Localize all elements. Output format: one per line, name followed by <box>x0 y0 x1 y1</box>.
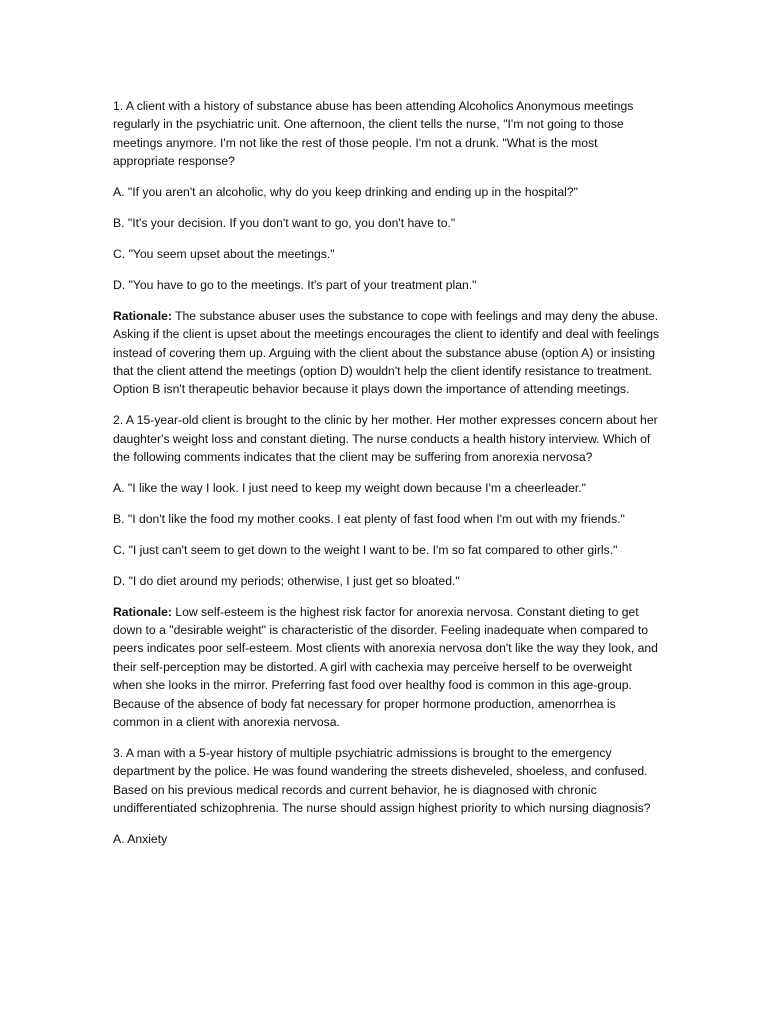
answer-option-a: A. "I like the way I look. I just need to keep my weight down because I'm a cheerleader." <box>113 481 587 495</box>
question-stem: 3. A man with a 5-year history of multiple psychiatric admissions is brought to the emergency department by the police. He was found wandering the streets disheveled, shoeless, and confused. Based on his previous medical records and current behavior, he is diagnosed with chronic undifferentiated schizophrenia. The nurse should assign highest priority to which nursing diagnosis? <box>113 745 651 816</box>
answer-option-d: D. "You have to go to the meetings. It's part of your treatment plan." <box>113 277 477 292</box>
rationale-label: Rationale: <box>113 604 172 619</box>
question-3 <box>113 744 661 849</box>
rationale <box>113 307 661 399</box>
question-2 <box>113 411 661 731</box>
rationale-text: The substance abuser uses the substance to cope with feelings and may deny the abuse. Asking if the client is upset about the meetings encourages the client to identify and deal with feelings instead of covering them up. Arguing with the client about the substance abuse (option A) or insisting that the client attend the meetings (option D) wouldn't help the client identify resistance to treatment. Option B isn't therapeutic behavior because it plays down the importance of attending meetings. <box>113 308 660 397</box>
answer-option-b: B. "It's your decision. If you don't want to go, you don't have to." <box>113 216 456 231</box>
rationale-label: Rationale: <box>113 308 172 323</box>
document-page <box>113 97 661 861</box>
answer-option-a: A. "If you aren't an alcoholic, why do you keep drinking and ending up in the hospital?" <box>113 185 578 200</box>
rationale <box>113 603 661 732</box>
rationale-text: Low self-esteem is the highest risk factor for anorexia nervosa. Constant dieting to get down to a "desirable weight" is characteristic of the disorder. Feeling inadequate when compared to peers indicates poor self-esteem. Most clients with anorexia nervosa don't like the way they look, and their self-perception may be distorted. A girl with cachexia may perceive herself to be overweight when she looks in the mirror. Preferring fast food over healthy food is common in this age-group. Because of the absence of body fat necessary for proper hormone production, amenorrhea is common in a client with anorexia nervosa. <box>113 604 658 730</box>
answer-option-c: C. "I just can't seem to get down to the weight I want to be. I'm so fat compared to other girls." <box>113 542 618 557</box>
answer-option-d: D. "I do diet around my periods; otherwise, I just get so bloated." <box>113 573 460 588</box>
answer-option-a: A. Anxiety <box>113 832 168 847</box>
answer-option-c: C. "You seem upset about the meetings." <box>113 246 335 261</box>
answer-option-b: B. "I don't like the food my mother cooks. I eat plenty of fast food when I'm out with my friends." <box>113 511 625 526</box>
question-stem: 2. A 15-year-old client is brought to the clinic by her mother. Her mother expresses concern about her daughter's weight loss and constant dieting. The nurse conducts a health history interview. Which of the following comments indicates that the client may be suffering from anorexia nervosa? <box>113 413 658 465</box>
question-1 <box>113 97 661 399</box>
question-stem: 1. A client with a history of substance abuse has been attending Alcoholics Anonymous meetings regularly in the psychiatric unit. One afternoon, the client tells the nurse, "I'm not going to those meetings anymore. I'm not like the rest of those people. I'm not a drunk. "What is the most appropriate response? <box>113 99 634 169</box>
